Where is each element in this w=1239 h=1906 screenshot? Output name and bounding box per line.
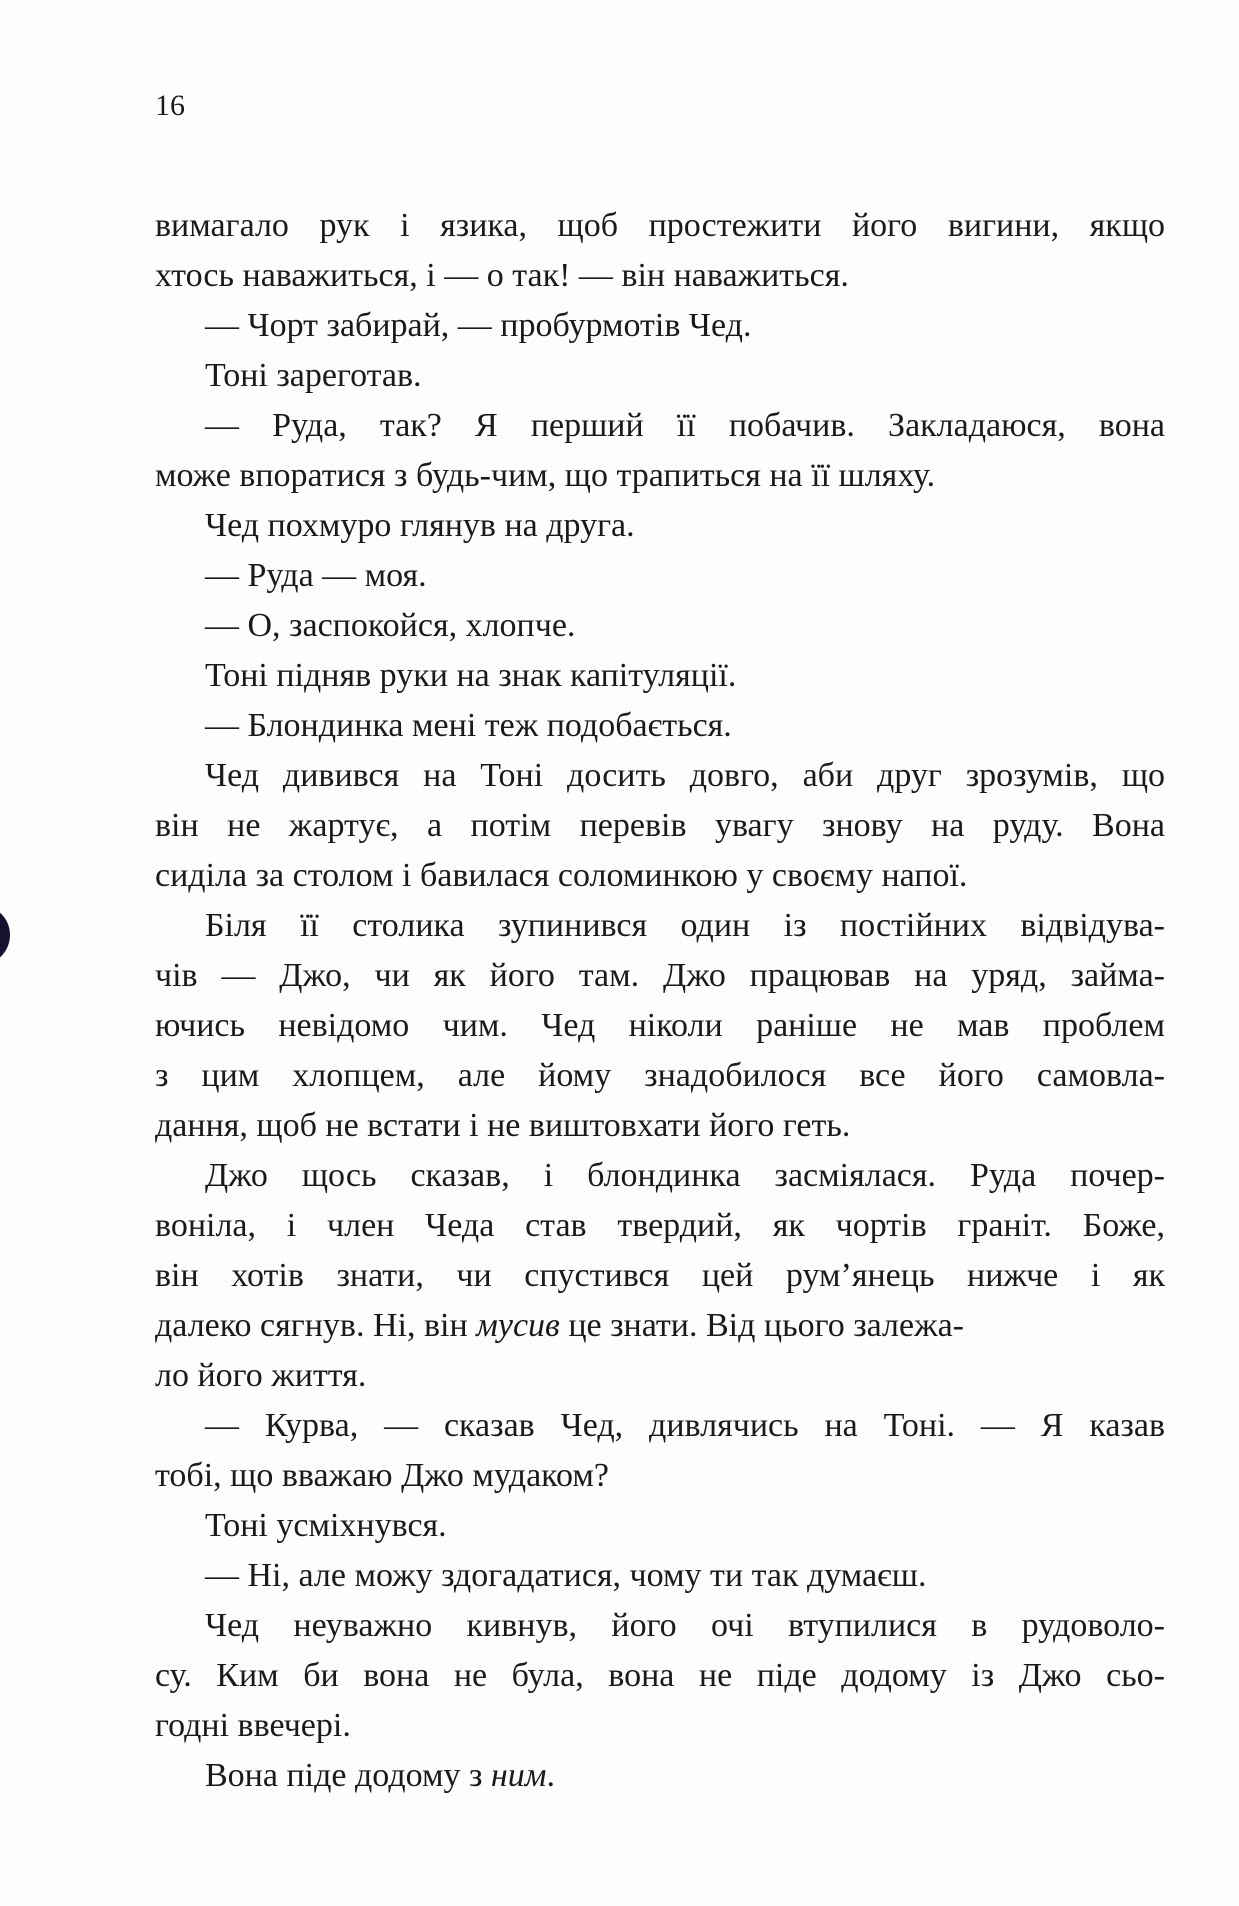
text-line: дання, щоб не встати і не виштовхати його геть. bbox=[155, 1107, 851, 1144]
text-line: ло його життя. bbox=[155, 1357, 367, 1394]
text-line: воніла, і член Чеда став твердий, як чортів граніт. Боже, bbox=[155, 1207, 1165, 1244]
text-line: — Ні, але можу здогадатися, чому ти так думаєш. bbox=[205, 1557, 927, 1594]
text-line: Тоні підняв руки на знак капітуляції. bbox=[205, 657, 737, 694]
body-text bbox=[155, 201, 1165, 1801]
text-line: — О, заспокойся, хлопче. bbox=[205, 607, 576, 644]
text-line: сиділа за столом і бавилася соломинкою у своєму напої. bbox=[155, 857, 968, 894]
page-edge-tab bbox=[0, 905, 10, 965]
text-line: вимагало рук і язика, щоб простежити його вигини, якщо bbox=[155, 207, 1165, 244]
text-line: Тоні усміхнувся. bbox=[205, 1507, 447, 1544]
text-fragment: далеко сягнув. Ні, він bbox=[155, 1307, 477, 1344]
text-line: Тоні зареготав. bbox=[205, 357, 422, 394]
text-fragment: це знати. Від цього залежа- bbox=[559, 1307, 964, 1344]
text-line: — Чорт забирай, — пробурмотів Чед. bbox=[205, 307, 752, 344]
text-fragment: . bbox=[546, 1757, 555, 1794]
text-line: він не жартує, а потім перевів увагу знову на руду. Вона bbox=[155, 807, 1165, 844]
text-line: — Руда — моя. bbox=[205, 557, 427, 594]
text-fragment: Вона піде додому з bbox=[205, 1757, 491, 1794]
text-line: він хотів знати, чи спустився цей рум’янець нижче і як bbox=[155, 1257, 1165, 1294]
text-line: — Руда, так? Я перший її побачив. Закладаюся, вона bbox=[205, 407, 1165, 444]
text-line: тобі, що вважаю Джо мудаком? bbox=[155, 1457, 609, 1494]
text-line: Чед дивився на Тоні досить довго, аби друг зрозумів, що bbox=[205, 757, 1165, 794]
text-line: Чед похмуро глянув на друга. bbox=[205, 507, 635, 544]
text-line: Біля її столика зупинився один із постійних відвідува- bbox=[205, 907, 1165, 944]
italic-emphasis: мусив bbox=[476, 1307, 560, 1344]
text-line: годні ввечері. bbox=[155, 1707, 351, 1744]
text-line: чів — Джо, чи як його там. Джо працював на уряд, займа- bbox=[155, 957, 1165, 994]
text-line: хтось наважиться, і — о так! — він наважиться. bbox=[155, 257, 849, 294]
text-line: — Курва, — сказав Чед, дивлячись на Тоні. — Я казав bbox=[205, 1407, 1165, 1444]
text-line: Джо щось сказав, і блондинка засміялася. Руда почер- bbox=[205, 1157, 1165, 1194]
text-line: Чед неуважно кивнув, його очі втупилися в рудоволо- bbox=[205, 1607, 1165, 1644]
text-line: ючись невідомо чим. Чед ніколи раніше не мав проблем bbox=[155, 1007, 1165, 1044]
text-line bbox=[155, 1301, 1165, 1351]
text-line: — Блондинка мені теж подобається. bbox=[205, 707, 732, 744]
text-line bbox=[155, 1751, 1165, 1801]
text-line: су. Ким би вона не була, вона не піде додому із Джо сьо- bbox=[155, 1657, 1165, 1694]
text-line: може впоратися з будь-чим, що трапиться на її шляху. bbox=[155, 457, 936, 494]
italic-emphasis: ним bbox=[490, 1757, 547, 1794]
text-line: з цим хлопцем, але йому знадобилося все його самовла- bbox=[155, 1057, 1165, 1094]
page-number: 16 bbox=[155, 89, 185, 122]
